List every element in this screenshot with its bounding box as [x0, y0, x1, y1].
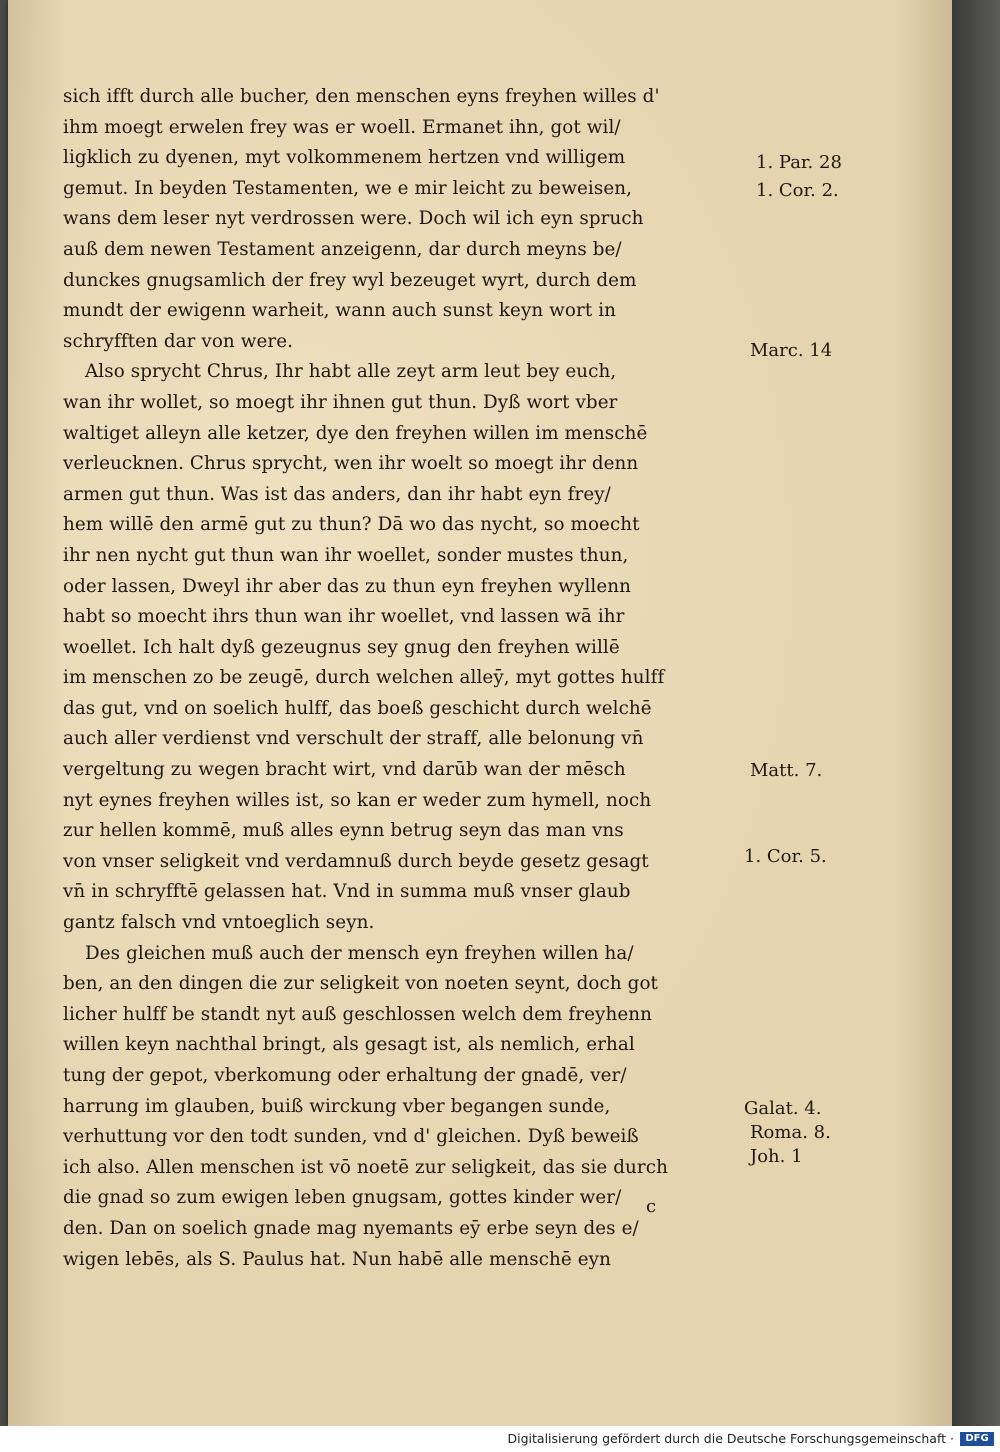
- text-line: das gut, vnd on soelich hulff, das boeß geschicht durch welchē: [63, 697, 652, 719]
- text-line: Also sprycht Chrus, Ihr habt alle zeyt arm leut bey euch,: [85, 361, 617, 383]
- text-line: tung der gepot, vberkomung oder erhaltung der gnadē, ver/: [63, 1065, 627, 1086]
- text-line: nyt eynes freyhen willes ist, so kan er weder zum hymell, noch: [63, 789, 652, 811]
- margin-note-par28: 1. Par. 28: [756, 152, 842, 173]
- text-line: auch aller verdienst vnd verschult der straff, alle belonung vn̄: [63, 728, 644, 750]
- text-line: ben, an den dingen die zur seligkeit von noeten seynt, doch got: [63, 973, 658, 995]
- text-line: vn̄ in schryfftē gelassen hat. Vnd in summa muß vnser glaub: [63, 881, 631, 903]
- margin-note-matt7: Matt. 7.: [750, 760, 823, 781]
- text-line: gantz falsch vnd vntoeglich seyn.: [63, 912, 375, 934]
- text-line: sich ifft durch alle bucher, den menschen eyns freyhen willes d': [63, 86, 660, 107]
- text-line: ligklich zu dyenen, myt volkommenem hertzen vnd willigem: [63, 147, 626, 169]
- margin-note-roma8: Roma. 8.: [750, 1122, 831, 1143]
- text-line: im menschen zo be zeugē, durch welchen alleȳ, myt gottes hulff: [63, 667, 665, 689]
- text-line: mundt der ewigenn warheit, wann auch sunst keyn wort in: [63, 300, 617, 322]
- text-line: verleucknen. Chrus sprycht, wen ihr woelt so moegt ihr denn: [63, 453, 639, 475]
- book-page: [8, 0, 952, 1426]
- text-line: ihr nen nycht gut thun wan ihr woellet, sonder mustes thun,: [63, 544, 629, 566]
- text-line: hem willē den armē gut zu thun? Dā wo das nycht, so moecht: [63, 514, 640, 536]
- text-line: die gnad so zum ewigen leben gnugsam, gottes kinder wer/: [63, 1187, 622, 1209]
- text-line: waltiget alleyn alle ketzer, dye den freyhen willen im menschē: [63, 422, 648, 444]
- text-line: dunckes gnugsamlich der frey wyl bezeuget wyrt, durch dem: [63, 269, 637, 291]
- text-line: wans dem leser nyt verdrossen were. Doch wil ich eyn spruch: [63, 208, 644, 230]
- margin-note-marc14: Marc. 14: [750, 340, 833, 361]
- margin-note-cor2: 1. Cor. 2.: [756, 180, 839, 201]
- text-line: licher hulff be standt nyt auß geschlossen welch dem freyhenn: [63, 1003, 652, 1025]
- text-line: ich also. Allen menschen ist vō noetē zur seligkeit, das sie durch: [63, 1156, 668, 1178]
- text-line: verhuttung vor den todt sunden, vnd d' gleichen. Dyß beweiß: [63, 1126, 639, 1148]
- margin-note-joh1: Joh. 1: [750, 1146, 803, 1167]
- text-line: ihm moegt erwelen frey was er woell. Ermanet ihn, got wil/: [63, 116, 621, 138]
- text-line: auß dem newen Testament anzeigenn, dar durch meyns be/: [63, 238, 622, 260]
- text-line: schryfften dar von were.: [63, 330, 294, 352]
- funding-notice: Digitalisierung gefördert durch die Deutsche Forschungsgemeinschaft ·: [507, 1431, 954, 1446]
- text-line: wigen lebēs, als S. Paulus hat. Nun habē alle menschē eyn: [63, 1248, 611, 1270]
- text-line: woellet. Ich halt dyß gezeugnus sey gnug den freyhen willē: [63, 636, 620, 658]
- text-line: habt so moecht ihrs thun wan ihr woellet, vnd lassen wā ihr: [63, 606, 625, 628]
- text-line: vergeltung zu wegen bracht wirt, vnd darūb wan der mēsch: [63, 759, 626, 781]
- text-line: oder lassen, Dweyl ihr aber das zu thun eyn freyhen wyllenn: [63, 575, 632, 597]
- text-line: wan ihr wollet, so moegt ihr ihnen gut thun. Dyß wort vber: [63, 391, 618, 413]
- body-text: [63, 82, 753, 1275]
- signature-mark: c: [646, 1196, 657, 1217]
- text-line: armen gut thun. Was ist das anders, dan ihr habt eyn frey/: [63, 483, 611, 505]
- text-line: gemut. In beyden Testamenten, we e mir leicht zu beweisen,: [63, 177, 633, 199]
- margin-note-cor5: 1. Cor. 5.: [744, 846, 827, 867]
- margin-note-galat4: Galat. 4.: [744, 1098, 822, 1119]
- text-line: von vnser seligkeit vnd verdamnuß durch beyde gesetz gesagt: [63, 850, 649, 872]
- text-line: den. Dan on soelich gnade mag nyemants eȳ erbe seyn des e/: [63, 1217, 639, 1239]
- text-line: harrung im glauben, buiß wirckung vber begangen sunde,: [63, 1095, 611, 1117]
- scan-background: [952, 0, 1000, 1426]
- footer-bar: [0, 1426, 1000, 1452]
- text-line: zur hellen kommē, muß alles eynn betrug seyn das man vns: [63, 820, 624, 842]
- text-line: Des gleichen muß auch der mensch eyn freyhen willen ha/: [85, 942, 634, 964]
- text-line: willen keyn nachthal bringt, als gesagt ist, als nemlich, erhal: [63, 1034, 635, 1056]
- dfg-logo: DFG: [960, 1432, 994, 1446]
